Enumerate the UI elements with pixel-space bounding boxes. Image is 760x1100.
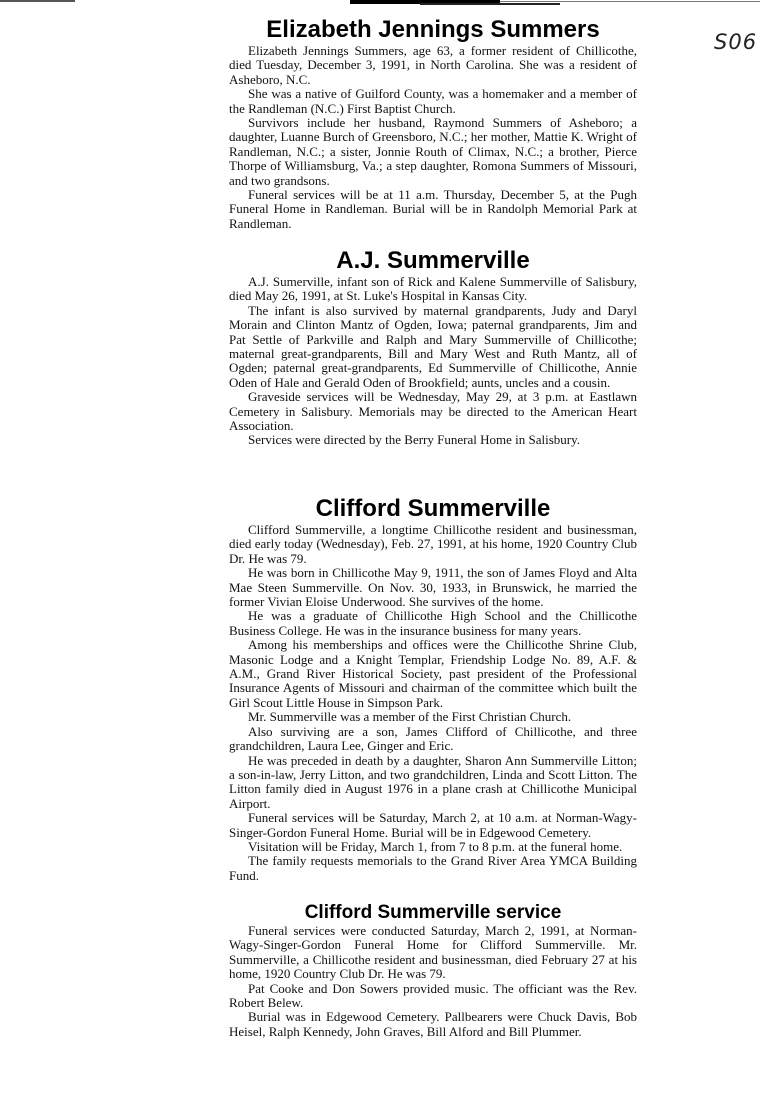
obituary-paragraph: Visitation will be Friday, March 1, from 7 to 8 p.m. at the funeral home. bbox=[248, 838, 623, 854]
service-paragraph: Burial was in Edgewood Cemetery. Pallbearers were Chuck Davis, Bob Heisel, Ralph Kennedy, John Graves, Bill Alford and Bill Plummer. bbox=[229, 1009, 637, 1039]
service-headline: Clifford Summerville service bbox=[304, 902, 562, 923]
obituary-paragraph: He was born in Chillicothe May 9, 1911, the son of James Floyd and Alta Mae Steen Summerville. On Nov. 30, 1933, in Brunswick, he married the former Vivian Eloise Underwood. She survives of the home. bbox=[229, 565, 637, 610]
scan-edge-rule-right bbox=[500, 1, 760, 2]
obituary-paragraph: Services were directed by the Berry Funeral Home in Salisbury. bbox=[248, 432, 581, 448]
obituary-headline: Elizabeth Jennings Summers bbox=[266, 16, 600, 43]
scan-edge-rule bbox=[0, 0, 75, 2]
obituary-paragraph: Also surviving are a son, James Clifford of Chillicothe, and three grandchildren, Laura Lee, Ginger and Eric. bbox=[229, 723, 637, 754]
obituary-paragraph: Among his memberships and offices were the Chillicothe Shrine Club, Masonic Lodge and a Knight Templar, Friendship Lodge No. 89, A.F. & A.M., Grand River Historical Society, past president of the Professional Insurance Agents of Missouri and chairman of the committee which built the Girl Scout Little House in Simpson Park. bbox=[229, 637, 637, 710]
obituary-paragraph: Clifford Summerville, a longtime Chillicothe resident and businessman, died early today (Wednesday), Feb. 27, 1991, at his home, 1920 Country Club Dr. He was 79. bbox=[229, 522, 637, 566]
obituary-paragraph: The infant is also survived by maternal grandparents, Judy and Daryl Morain and Clinton Mantz of Ogden, Iowa; paternal grandparents, Jim and Pat Settle of Parkville and Ralph and Mary Summerville of Chillicothe; maternal great-grandparents, Bill and Mary West and Ruth Mantz, all of Ogden; paternal great-grandparents, Ed Summerville of Chillicothe, Annie Oden of Hale and Gerald Oden of Brookfield; aunts, uncles and a cousin. bbox=[229, 302, 637, 390]
clipping-top-rule-shadow bbox=[420, 3, 560, 5]
obituary-elizabeth-jennings-summers bbox=[229, 16, 637, 231]
obituary-paragraph: Mr. Summerville was a member of the First Christian Church. bbox=[248, 709, 572, 725]
obituary-aj-summerville bbox=[229, 247, 637, 448]
obituary-paragraph: Survivors include her husband, Raymond Summers of Asheboro; a daughter, Luanne Burch of Greensboro, N.C.; her mother, Mattie K. Wright of Randleman, N.C.; a sister, Jonnie Routh of Climax, N.C.; a brother, Pierce Thorpe of Williamsburg, Va.; a step daughter, Romona Summers of Missouri, and two grandsons. bbox=[229, 115, 637, 188]
obituary-paragraph: Elizabeth Jennings Summers, age 63, a former resident of Chillicothe, died Tuesday, December 3, 1991, in North Carolina. She was a resident of Asheboro, N.C. bbox=[229, 43, 637, 87]
obituary-clifford-summerville bbox=[229, 495, 637, 883]
obituary-paragraph: He was preceded in death by a daughter, Sharon Ann Summerville Litton; a son-in-law, Jerry Litton, and two grandchildren, Linda and Scott Litton. The Litton family died in August 1976 in a plane crash at Chillicothe Municipal Airport. bbox=[229, 752, 637, 811]
service-paragraph: Pat Cooke and Don Sowers provided music. The officiant was the Rev. Robert Belew. bbox=[229, 980, 637, 1011]
obituary-headline: Clifford Summerville bbox=[315, 495, 551, 522]
obituary-paragraph: Funeral services will be at 11 a.m. Thursday, December 5, at the Pugh Funeral Home in Randleman. Burial will be in Randolph Memorial Park at Randleman. bbox=[229, 187, 637, 231]
obituary-paragraph: A.J. Sumerville, infant son of Rick and Kalene Summerville of Salisbury, died May 26, 1991, at St. Luke's Hospital in Kansas City. bbox=[229, 274, 637, 304]
handwritten-page-marker: S06 bbox=[714, 30, 758, 54]
obituary-paragraph: Funeral services will be Saturday, March 2, at 10 a.m. at Norman-Wagy-Singer-Gordon Funeral Home. Burial will be in Edgewood Cemetery. bbox=[229, 810, 637, 840]
obituary-paragraph: She was a native of Guilford County, was a homemaker and a member of the Randleman (N.C.) First Baptist Church. bbox=[229, 86, 637, 116]
obituary-paragraph: The family requests memorials to the Grand River Area YMCA Building Fund. bbox=[229, 853, 637, 883]
obituary-paragraph: He was a graduate of Chillicothe High School and the Chillicothe Business College. He was in the insurance business for many years. bbox=[229, 608, 637, 638]
obituary-paragraph: Graveside services will be Wednesday, May 29, at 3 p.m. at Eastlawn Cemetery in Salisbury. Memorials may be directed to the American Heart Association. bbox=[229, 389, 637, 434]
obituary-headline: A.J. Summerville bbox=[336, 247, 530, 274]
service-paragraph: Funeral services were conducted Saturday, March 2, 1991, at Norman-Wagy-Singer-Gordon Funeral Home for Clifford Summerville. Mr. Summerville, a Chillicothe resident and businessman, died February 27 at his home, 1920 Country Club Dr. He was 79. bbox=[229, 923, 637, 982]
service-notice-clifford-summerville bbox=[229, 902, 637, 1039]
